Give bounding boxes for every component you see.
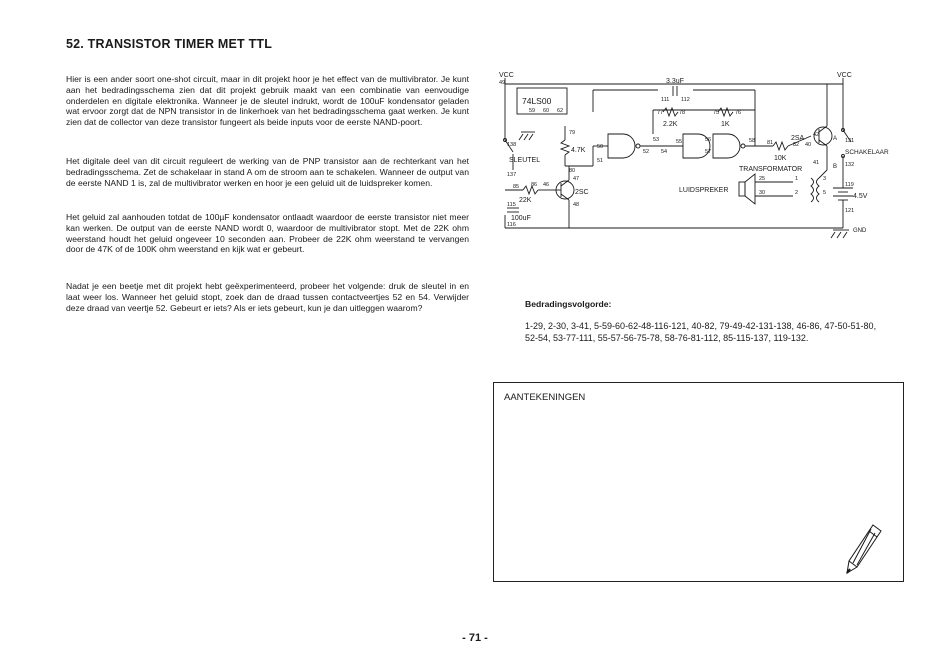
pin-label: 112	[681, 97, 690, 103]
paragraph: Het geluid zal aanhouden totdat de 100µF kondensator ontlaadt waardoor de eerste transistor niet meer kan werken. De output van de eerste NAND wordt 0, waardoor de multivibrator stopt. Met de 22K ohm weerstand houdt het geluid ongeveer 10 seconden aan. Probeer de 22K ohm weerstand te vervangen door de 47K of de 100K ohm weerstand en kijk wat er gebeurt.	[66, 212, 469, 255]
pin-label: 51	[597, 158, 604, 164]
switch-mark-b: B	[833, 164, 838, 170]
pin-label: 49	[499, 80, 506, 86]
paragraph: Nadat je een beetje met dit projekt hebt geëxperimenteerd, probeer het volgende: druk de sleutel in en laat weer los. Wanneer het geluid stopt, zoek dan de draad tussen contactveertjes 52 en 54. Verwijder deze draad van veertje 52. Gebeurt er iets? Als er iets gebeurt, kun je dan uitleggen waarom?	[66, 281, 469, 313]
pin-label: 47	[573, 176, 580, 182]
pin-label: 41	[813, 160, 820, 166]
pin-label: 3	[823, 176, 827, 182]
pin-label: 1	[795, 176, 799, 182]
pin-label: 119	[845, 182, 854, 188]
pencil-icon	[841, 521, 885, 577]
paragraph: Hier is een ander soort one-shot circuit, maar in dit projekt hoor je het effect van de multivibrator. Je kunt aan het bedradingsschema zien dat dit projekt gebruik maakt van een combinatie van eenvoudige onderdelen en digitale elektronika. Wanneer je de sleutel indrukt, wordt de 100uF kondensator geladen wat ervoor zorgt dat de NPN transistor in de linkerhoek van het bedradingsschema gaat werken. Je kunt zien dat de collector van deze transistor fungeert als beide inputs voor de eerste NAND-poort.	[66, 74, 469, 128]
pin-label: 131	[845, 138, 855, 144]
transformer-label: TRANSFORMATOR	[739, 166, 803, 173]
page-title: 52. TRANSISTOR TIMER MET TTL	[66, 37, 273, 51]
pin-label: 78	[679, 110, 686, 116]
pin-label: 58	[749, 138, 756, 144]
res2-label: 1K	[721, 121, 730, 128]
pin-label: 59	[529, 108, 536, 114]
wiring-sequence-text: 1-29, 2-30, 3-41, 5-59-60-62-48-116-121, 40-82, 79-49-42-131-138, 46-86, 47-50-51-80, 52-54, 53-77-111, 55-57-56-75-78, 58-76-81-112, 85-115-137, 119-132.	[525, 321, 877, 343]
cap-top-label: 3.3uF	[666, 78, 684, 85]
pin-label: 53	[653, 137, 660, 143]
pin-label: 86	[531, 182, 538, 188]
chip-label: 74LS00	[522, 96, 552, 106]
pin-label: 81	[767, 140, 774, 146]
pin-label: 137	[507, 172, 517, 178]
pin-label: 5	[823, 190, 827, 196]
pin-label: 42	[813, 132, 820, 138]
notes-label: AANTEKENINGEN	[504, 392, 586, 403]
pin-label: 121	[845, 208, 855, 214]
pin-label: 40	[805, 142, 812, 148]
pin-label: 82	[793, 142, 800, 148]
speaker-label: LUIDSPREKER	[679, 187, 729, 194]
pin-label: 85	[513, 184, 520, 190]
notes-box	[493, 382, 904, 582]
paragraph: Het digitale deel van dit circuit reguleert de werking van de PNP transistor aan de rechterkant van het bedradingsschema. Zet de schakelaar in stand A om de stroom aan te schakelen. Wanneer de output van de eerste NAND 1 is, zal de multivibrator werken en hoor je een geluid uit de luidspreker komen.	[66, 156, 469, 188]
pin-label: 57	[705, 149, 712, 155]
res5-label: 22K	[519, 197, 532, 204]
cap-left-label: 100uF	[511, 215, 531, 222]
switch-mark-a: A	[833, 136, 838, 142]
transistor-right-label: 2SA	[791, 135, 805, 142]
pin-label: 115	[507, 202, 516, 208]
pin-label: 111	[661, 97, 670, 103]
pin-label: 138	[507, 142, 517, 148]
pin-label: 50	[597, 144, 604, 150]
res1-label: 2.2K	[663, 121, 678, 128]
gnd-label: GND	[853, 228, 867, 234]
switch-left-label: SLEUTEL	[509, 157, 541, 164]
pin-label: 54	[661, 149, 668, 155]
pin-label: 79	[569, 130, 576, 136]
wiring-sequence-heading: Bedradingsvolgorde:	[525, 299, 612, 309]
pin-label: 77	[657, 110, 664, 116]
pin-label: 30	[759, 190, 766, 196]
pin-label: 2	[795, 190, 799, 196]
pin-label: 80	[569, 168, 576, 174]
battery-label: 4.5V	[853, 193, 868, 200]
res4-label: 4.7K	[571, 147, 586, 154]
pin-label: 48	[573, 202, 580, 208]
pin-label: 52	[643, 149, 650, 155]
pin-label: 56	[705, 137, 712, 143]
pin-label: 76	[735, 110, 742, 116]
pin-label: 25	[759, 176, 766, 182]
res3-label: 10K	[774, 155, 787, 162]
pin-label: 60	[543, 108, 550, 114]
pin-label: 132	[845, 162, 855, 168]
pin-label: 75	[713, 110, 720, 116]
pin-label: 46	[543, 182, 550, 188]
switch-right-label: SCHAKELAAR	[845, 149, 889, 156]
page-number: - 71 -	[462, 632, 488, 644]
transistor-left-label: 2SC	[575, 189, 589, 196]
pin-label: 116	[507, 222, 516, 228]
wiring-schematic	[493, 70, 889, 242]
pin-label: 55	[676, 139, 683, 145]
vcc-right-label: VCC	[837, 72, 852, 79]
pin-label: 62	[557, 108, 564, 114]
vcc-left-label: VCC	[499, 72, 514, 79]
